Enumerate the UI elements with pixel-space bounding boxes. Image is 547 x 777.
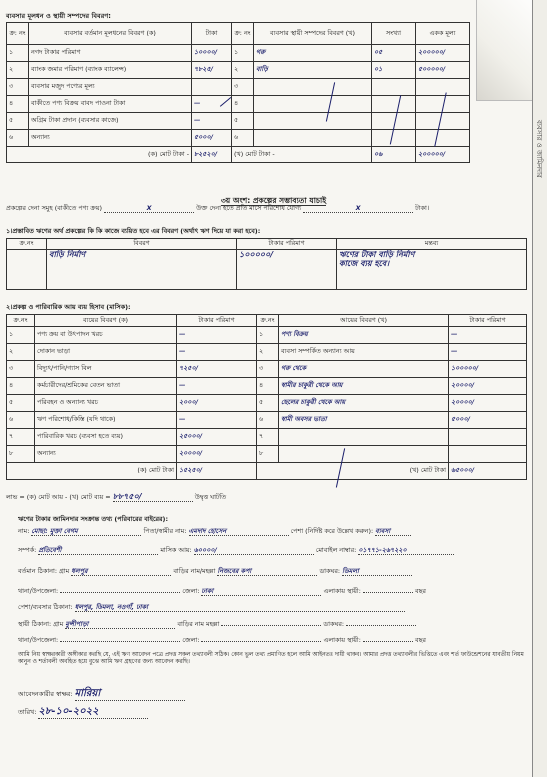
total-label2: (খ) মোট টাকা: [257, 463, 449, 480]
row-serial2: ৩: [232, 79, 254, 96]
income-value: ৬০০০০/: [194, 547, 314, 555]
loan-comment-line2: কাজে ব্যয় হবে।: [339, 259, 390, 269]
row-amt2: ১০০০০০/: [449, 361, 527, 378]
row-count: [372, 96, 416, 113]
profit-line: [6, 492, 526, 502]
row-label: ব্যবসার মজুদ পণ্যের মূল্য: [29, 79, 192, 96]
row-serial: ৬: [7, 130, 29, 147]
section3-title: ৩য় অংশ: প্রকল্পের সম্ভাব্যতা যাচাই: [220, 196, 327, 205]
date-value: ২৮-১০-২০২২: [38, 706, 148, 719]
row-exp: বিদ্যুৎ/পানি/গ্যাস বিল: [35, 361, 177, 378]
thana-value: [60, 592, 180, 593]
guarantor-line-1: [18, 528, 528, 536]
row-unit: ৫০০০০০/: [416, 62, 470, 79]
col-serial2: ক্র.নং: [257, 315, 279, 327]
row-inc: [279, 446, 449, 463]
row-serial: ৫: [7, 395, 35, 412]
row-amt: —: [177, 344, 257, 361]
asset-table: [6, 22, 470, 163]
row-serial2: ৪: [257, 378, 279, 395]
total-count: ০৬: [372, 147, 416, 163]
loan-comment-line1: ঋণের টাকা বাড়ি নির্মাণ: [339, 250, 415, 259]
income-label: মাসিক আয়:: [160, 546, 192, 554]
table-row: [7, 62, 470, 79]
loan-desc: বাড়ি নির্মাণ: [47, 250, 237, 290]
row-amt2: —: [449, 344, 527, 361]
row-amt2: [449, 429, 527, 446]
row-count: [372, 79, 416, 96]
row-serial: ৩: [7, 79, 29, 96]
income-exp-table: [6, 314, 527, 480]
guarantor-line-4: [18, 588, 528, 596]
row-serial2: ৫: [257, 395, 279, 412]
date-label: তারিখ:: [18, 708, 37, 716]
row-amount: ৭৮২৫/: [192, 62, 232, 79]
repay-label: উক্ত দেনা হতে প্রতি মাসে পরিশোধ যোগ্য: [196, 204, 302, 212]
date-line: [18, 706, 418, 719]
perm-post-label: ডাকঘর:: [323, 620, 345, 628]
row-count: ০১: [372, 62, 416, 79]
row-serial: ১: [7, 45, 29, 62]
col-serial: ক্র.নং: [7, 239, 47, 250]
debt-label: প্রকল্পের দেনা সমুহ (বাকীতে পণ্য ক্রয়): [6, 204, 103, 212]
table-row: [7, 378, 527, 395]
col-serial: ক্র.নং: [7, 315, 35, 327]
row-serial: ৬: [7, 412, 35, 429]
loan-use-title: ১।প্রস্তাবিত ঋণের অর্থ প্রকল্পের কি কি কাজে ব্যয়িত হবে এর বিবরণ (অর্থাৎ ঋণ দিয়ে যা করা হবে):: [6, 227, 261, 235]
row-exp: পরিবহন ও অন্যান্য খরচ: [35, 395, 177, 412]
perm-stay-label: এলাকায় স্থায়ী:: [323, 636, 361, 644]
row-serial2: ২: [232, 62, 254, 79]
row-amt2: [449, 446, 527, 463]
row-amt: —: [177, 327, 257, 344]
thana-label: থানা/উপজেলা:: [18, 587, 59, 595]
row-serial: ৪: [7, 96, 29, 113]
total-amount: ১৫২৫০/: [177, 463, 257, 480]
repay-mark: X: [303, 205, 413, 213]
addr-village: ধলপুর: [71, 568, 171, 576]
signature-line: [18, 688, 418, 701]
table-row: [7, 361, 527, 378]
district-value: ঢাকা: [201, 588, 321, 596]
row-exp: দোকান ভাড়া: [35, 344, 177, 361]
col-count: সংখ্যা: [372, 23, 416, 45]
house-value: নিজবের কপা: [217, 568, 317, 576]
table-row: [7, 344, 527, 361]
row-inc: গরু থেকে: [279, 361, 449, 378]
guarantor-line-5: [18, 604, 528, 612]
row-serial: ৫: [7, 113, 29, 130]
row-serial: ৮: [7, 446, 35, 463]
sign-label: আবেদনকারীর স্বাক্ষর:: [18, 690, 73, 698]
row-amt: ২০০০/: [177, 395, 257, 412]
relation-value: প্রতিবেশী: [38, 547, 158, 555]
row-label: ব্যাংক জমার পরিমাণ (ব্যাংক ব্যালেন্স): [29, 62, 192, 79]
repay-unit: টাকা।: [415, 204, 430, 212]
row-amount: [192, 79, 232, 96]
post-label: ডাকঘর:: [319, 567, 341, 575]
col-inc: আয়ের বিবরণ (খ): [279, 315, 449, 327]
row-fixed: [254, 79, 372, 96]
row-fixed: [254, 96, 372, 113]
profession-value: ব্যবসা: [375, 528, 411, 536]
debt-mark: X: [104, 205, 194, 213]
row-amt: ৭২৫০/: [177, 361, 257, 378]
stay-value: [363, 592, 413, 593]
row-exp: পণ্য ক্রয় বা উৎপাদন খরচ: [35, 327, 177, 344]
perm-label: স্থায়ী ঠিকানা: গ্রাম: [18, 620, 64, 628]
table-row: [7, 79, 470, 96]
table-row: [7, 395, 527, 412]
row-serial2: ৩: [257, 361, 279, 378]
table-row: [7, 250, 527, 290]
total-amount2: ৬৫০০০/: [449, 463, 527, 480]
name-label: নাম:: [18, 527, 30, 535]
row-serial: ২: [7, 344, 35, 361]
post-value: ডিমলা: [342, 568, 412, 576]
perm-year-label: বছর: [415, 636, 426, 644]
col-fixed: ব্যবসার স্থায়ী সম্পদের বিবরণ (খ): [254, 23, 372, 45]
table-row: [7, 412, 527, 429]
total-label2: (খ) মোট টাকা -: [232, 147, 372, 163]
row-serial2: ৭: [257, 429, 279, 446]
district-label: জেলা:: [182, 587, 200, 595]
perm-district-label: জেলা:: [182, 636, 200, 644]
col-amount: টাকা: [192, 23, 232, 45]
total-row: [7, 463, 527, 480]
profession-label: পেশা (নির্দিষ্ট করে উল্লেখ করুন):: [290, 527, 374, 535]
col-unit: একক মূল্য: [416, 23, 470, 45]
guarantor-line-7: [18, 637, 528, 644]
guarantor-line-3: [18, 568, 528, 576]
row-serial2: ৪: [232, 96, 254, 113]
row-inc: স্বামী অবসর ভাতা: [279, 412, 449, 429]
perm-house-label: বাড়ির নাম মহল্লা: [177, 620, 220, 628]
table-row: [7, 446, 527, 463]
row-serial2: ৫: [232, 113, 254, 130]
row-exp: কর্মচারীদের/শ্রমিকের বেতন ভাতা: [35, 378, 177, 395]
profit-label: লাভ = (ক) মোট আয় - (খ) মোট ব্যয় =: [6, 493, 111, 501]
row-fixed: বাড়ি: [254, 62, 372, 79]
total-label: (ক) মোট টাকা -: [7, 147, 192, 163]
table-row: [7, 429, 527, 446]
row-amt2: ২০০০০/: [449, 378, 527, 395]
row-amt: ২০০০০/: [177, 446, 257, 463]
row-serial: ৪: [7, 378, 35, 395]
attached-page-edge: [532, 0, 547, 777]
year-label: বছর: [415, 587, 426, 595]
total-row: [7, 147, 470, 163]
col-comment: মন্তব্য: [337, 239, 527, 250]
row-amt2: ৫০০০/: [449, 412, 527, 429]
row-inc: ব্যবসা সম্পর্কিত অন্যান্য আয়: [279, 344, 449, 361]
total-amount: ৮২৫২০/: [192, 147, 232, 163]
row-inc: পণ্য বিক্রয়: [279, 327, 449, 344]
side-label: ব্যবসার ও জামিনদার: [535, 120, 543, 178]
perm-post-value: [346, 625, 416, 626]
row-count: ০৫: [372, 45, 416, 62]
row-amt: —: [177, 412, 257, 429]
father-value: এমদাদ হোসেন: [189, 528, 289, 536]
relation-label: সম্পর্ক:: [18, 546, 37, 554]
row-fixed: গরু: [254, 45, 372, 62]
row-amount: —: [192, 96, 232, 113]
row-amt: ২৫০০০/: [177, 429, 257, 446]
name-value: মোছা: মুক্তা বেগম: [31, 528, 141, 536]
biz-addr-label: পেশা/ব্যবসার ঠিকানা:: [18, 603, 73, 611]
perm-thana-label: থানা/উপজেলা:: [18, 636, 59, 644]
row-serial: ৭: [7, 429, 35, 446]
house-label: বাড়ির নাম/মহল্লা: [173, 567, 216, 575]
col-exp: ব্যয়ের বিবরণ (ক): [35, 315, 177, 327]
perm-district-value: [201, 641, 321, 642]
debt-line: [6, 205, 526, 213]
row-amt2: ২০০০০/: [449, 395, 527, 412]
mobile-label: মোবাইল নাম্বার:: [315, 546, 357, 554]
row-inc: ছেলের চাকুরী থেকে আয়: [279, 395, 449, 412]
row-amount: —: [192, 113, 232, 130]
row-serial: ১: [7, 327, 35, 344]
row-label: অন্যান্য: [29, 130, 192, 147]
row-fixed: [254, 113, 372, 130]
row-exp: ঋণ পরিশোধ/কিস্তি (যদি থাকে): [35, 412, 177, 429]
father-label: পিতা/স্বামীর নাম:: [143, 527, 187, 535]
row-serial2: ৬: [257, 412, 279, 429]
row-serial2: ৬: [232, 130, 254, 147]
perm-village: মুন্সীপাড়া: [65, 621, 175, 629]
table-row: [7, 113, 470, 130]
row-exp: অন্যান্য: [35, 446, 177, 463]
mobile-value: ০১৭৭১-২৬৭২২০: [358, 547, 454, 555]
declaration: আমি নিয় স্বাক্ষরকারী অঙ্গীকার করছি যে, এই ঋণ আবেদন পত্রে প্রদত্ত সকল তথ্যাবলী সঠিক। কোন ভুল তথ্য প্রমাণিত হলে আমি আইনতঃ দায়ী থাকব। আমার প্রদত্ত তথ্যাবলীর ভিত্তিতে এবং শর্ত ফাউন্ডেশনের যাবতীয় নিয়ম কানুন ও শর্তাবলী অবহিত হয়ে বুঝে আমি ঋণ গ্রহণের জন্য আবেদন করছি।: [18, 652, 524, 665]
applicant-signature: মারিয়া: [75, 688, 185, 701]
loan-use-table: [6, 238, 527, 290]
row-serial2: ১: [232, 45, 254, 62]
col-serial2: ক্র: নং: [232, 23, 254, 45]
stay-label: এলাকায় স্থায়ী:: [323, 587, 361, 595]
addr-label: বর্তমান ঠিকানা: গ্রাম: [18, 567, 70, 575]
row-amount: ৫০০০/: [192, 130, 232, 147]
total-unit: ২০০০০০/: [416, 147, 470, 163]
col-amount: টাকার পরিমাণ: [237, 239, 337, 250]
guarantor-line-6: [18, 621, 528, 629]
row-unit: ২০০০০০/: [416, 45, 470, 62]
profit-note: উদ্বৃত্ত ঘাটতি: [194, 493, 227, 501]
perm-house-value: [221, 625, 321, 626]
col-amount: টাকার পরিমাণ: [177, 315, 257, 327]
table-row: [7, 327, 527, 344]
row-amt: —: [177, 378, 257, 395]
row-serial: ৩: [7, 361, 35, 378]
biz-addr-value: ধলপুর, ডিমলা, নওগাঁ, ঢাকা: [75, 604, 405, 612]
row-unit: [416, 113, 470, 130]
perm-thana-value: [60, 641, 180, 642]
row-label: অগ্রিম টাকা প্রদান (ব্যবসার কাজে): [29, 113, 192, 130]
table-row: [7, 45, 470, 62]
asset-section-title: ব্যবসার মূলধন ও স্থায়ী সম্পদের বিবরণ:: [6, 12, 111, 20]
loan-comment: [337, 250, 527, 290]
row-label: নগদ টাকার পরিমাণ: [29, 45, 192, 62]
col-capital: ব্যবসার বর্তমান মূলধনের বিবরণ (ক): [29, 23, 192, 45]
profit-value: ৮৮৭৫০/: [113, 492, 193, 502]
table-row: [7, 130, 470, 147]
row-exp: পারিবারিক খরচ (ব্যবসা হতে ব্যয়): [35, 429, 177, 446]
row-amt2: —: [449, 327, 527, 344]
income-exp-title: ২।প্রকল্প ও পারিবারিক আয় ব্যয় হিসাব (মাসিক):: [6, 303, 131, 311]
row-serial2: ১: [257, 327, 279, 344]
row-fixed: [254, 130, 372, 147]
row-serial2: ৮: [257, 446, 279, 463]
row-amount: ১০০০০/: [192, 45, 232, 62]
guarantor-line-2: [18, 547, 528, 555]
col-amount2: টাকার পরিমাণ: [449, 315, 527, 327]
total-label: (ক) মোট টাকা: [7, 463, 177, 480]
row-serial2: ২: [257, 344, 279, 361]
guarantor-title: ঋণের টাকার জামিনদার সংক্রান্ত তথ্য (পরিবারের বাইরের):: [18, 515, 169, 523]
row-unit: [416, 79, 470, 96]
row-inc: [279, 429, 449, 446]
col-serial: ক্র: নং: [7, 23, 29, 45]
col-desc: বিবরণ: [47, 239, 237, 250]
row-unit: [416, 130, 470, 147]
loan-amount: ১০০০০০/: [237, 250, 337, 290]
row-inc: স্বামীর চাকুরী থেকে আয়: [279, 378, 449, 395]
row-serial: ২: [7, 62, 29, 79]
row-label: বাকীতে পণ্য বিক্রয় বাবদ পাওনা টাকা: [29, 96, 192, 113]
perm-stay-blank: [363, 641, 413, 642]
